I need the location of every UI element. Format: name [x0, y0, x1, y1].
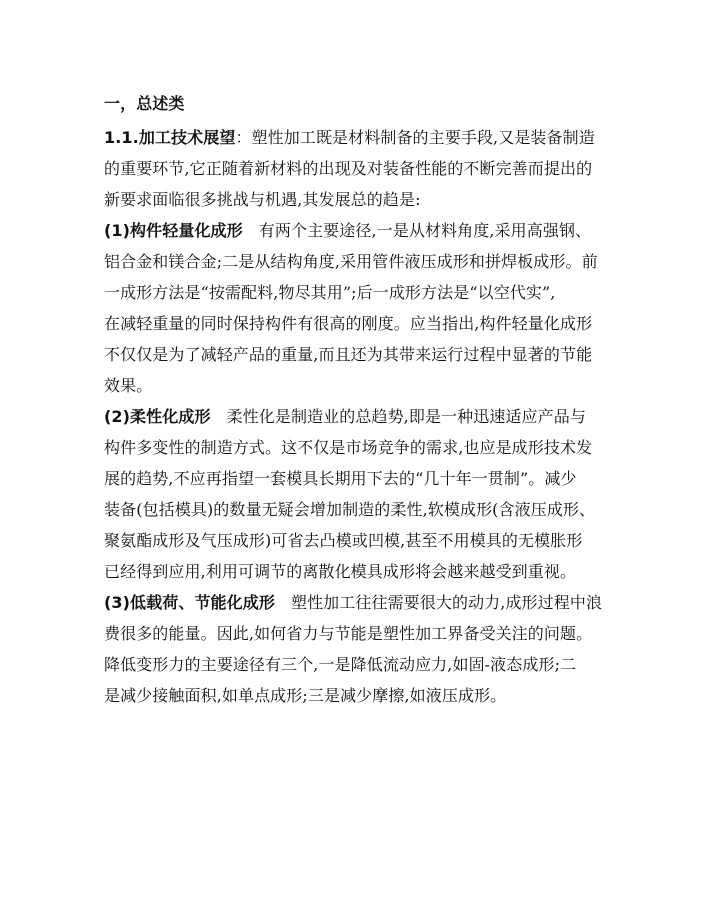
item-2-line: 聚氨酯成形及气压成形)可省去凸模或凹模,甚至不用模具的无模胀形 [104, 531, 583, 550]
item-3-intro: 塑性加工往往需要很大的动力,成形过程中浪 [290, 593, 603, 612]
subsection-line-1 [104, 122, 616, 153]
item-3-heading: (3)低载荷、节能化成形 [104, 593, 275, 612]
item-1-line: 效果。 [104, 376, 153, 395]
item-2-line: 构件多变性的制造方式。这不仅是市场竞争的需求,也应是成形技术发 [104, 438, 593, 457]
item-2-line: 装备(包括模具)的数量无疑会增加制造的柔性,软模成形(含液压成形、 [104, 500, 596, 519]
item-2-heading: (2)柔性化成形 [104, 407, 211, 426]
item-2-intro: 柔性化是制造业的总趋势,即是一种迅速适应产品与 [226, 407, 586, 426]
subsection-line-3: 新要求面临很多挑战与机遇,其发展总的趋是: [104, 190, 421, 209]
section-heading: 一，总述类 [104, 94, 185, 113]
item-low-load-forming [104, 587, 616, 711]
item-2-first-line [104, 401, 616, 432]
subsection-label: 1.1.加工技术展望 [104, 128, 236, 147]
subsection-text: ：塑性加工既是材料制备的主要手段,又是装备制造 [235, 128, 595, 147]
item-1-intro: 有两个主要途径,一是从材料角度,采用高强钢、 [258, 221, 592, 240]
item-3-first-line [104, 587, 616, 618]
item-lightweight-forming [104, 215, 616, 401]
item-1-line: 在减轻重量的同时保持构件有很高的刚度。应当指出,构件轻量化成形 [104, 314, 593, 333]
item-3-line: 是减少接触面积,如单点成形;三是减少摩擦,如液压成形。 [104, 686, 507, 705]
item-3-line: 降低变形力的主要途径有三个,一是降低流动应力,如固-液态成形;二 [104, 655, 577, 674]
item-1-line: 铝合金和镁合金;二是从结构角度,采用管件液压成形和拼焊板成形。前 [104, 252, 598, 271]
item-flexible-forming [104, 401, 616, 587]
item-1-line: 不仅仅是为了减轻产品的重量,而且还为其带来运行过程中显著的节能 [104, 345, 593, 364]
item-1-heading: (1)构件轻量化成形 [104, 221, 243, 240]
item-3-line: 费很多的能量。因此,如何省力与节能是塑性加工界备受关注的问题。 [104, 624, 593, 643]
subsection-1-1 [104, 122, 616, 215]
document-body [104, 88, 616, 711]
subsection-line-2: 的重要环节,它正随着新材料的出现及对装备性能的不断完善而提出的 [104, 159, 593, 178]
item-2-line: 展的趋势,不应再指望一套模具长期用下去的“几十年一贯制”。减少 [104, 469, 577, 488]
item-1-first-line [104, 215, 616, 246]
item-2-line: 已经得到应用,利用可调节的离散化模具成形将会越来越受到重视。 [104, 562, 577, 581]
item-1-line: 一成形方法是“按需配料,物尽其用”;后一成形方法是“以空代实”, [104, 283, 556, 302]
